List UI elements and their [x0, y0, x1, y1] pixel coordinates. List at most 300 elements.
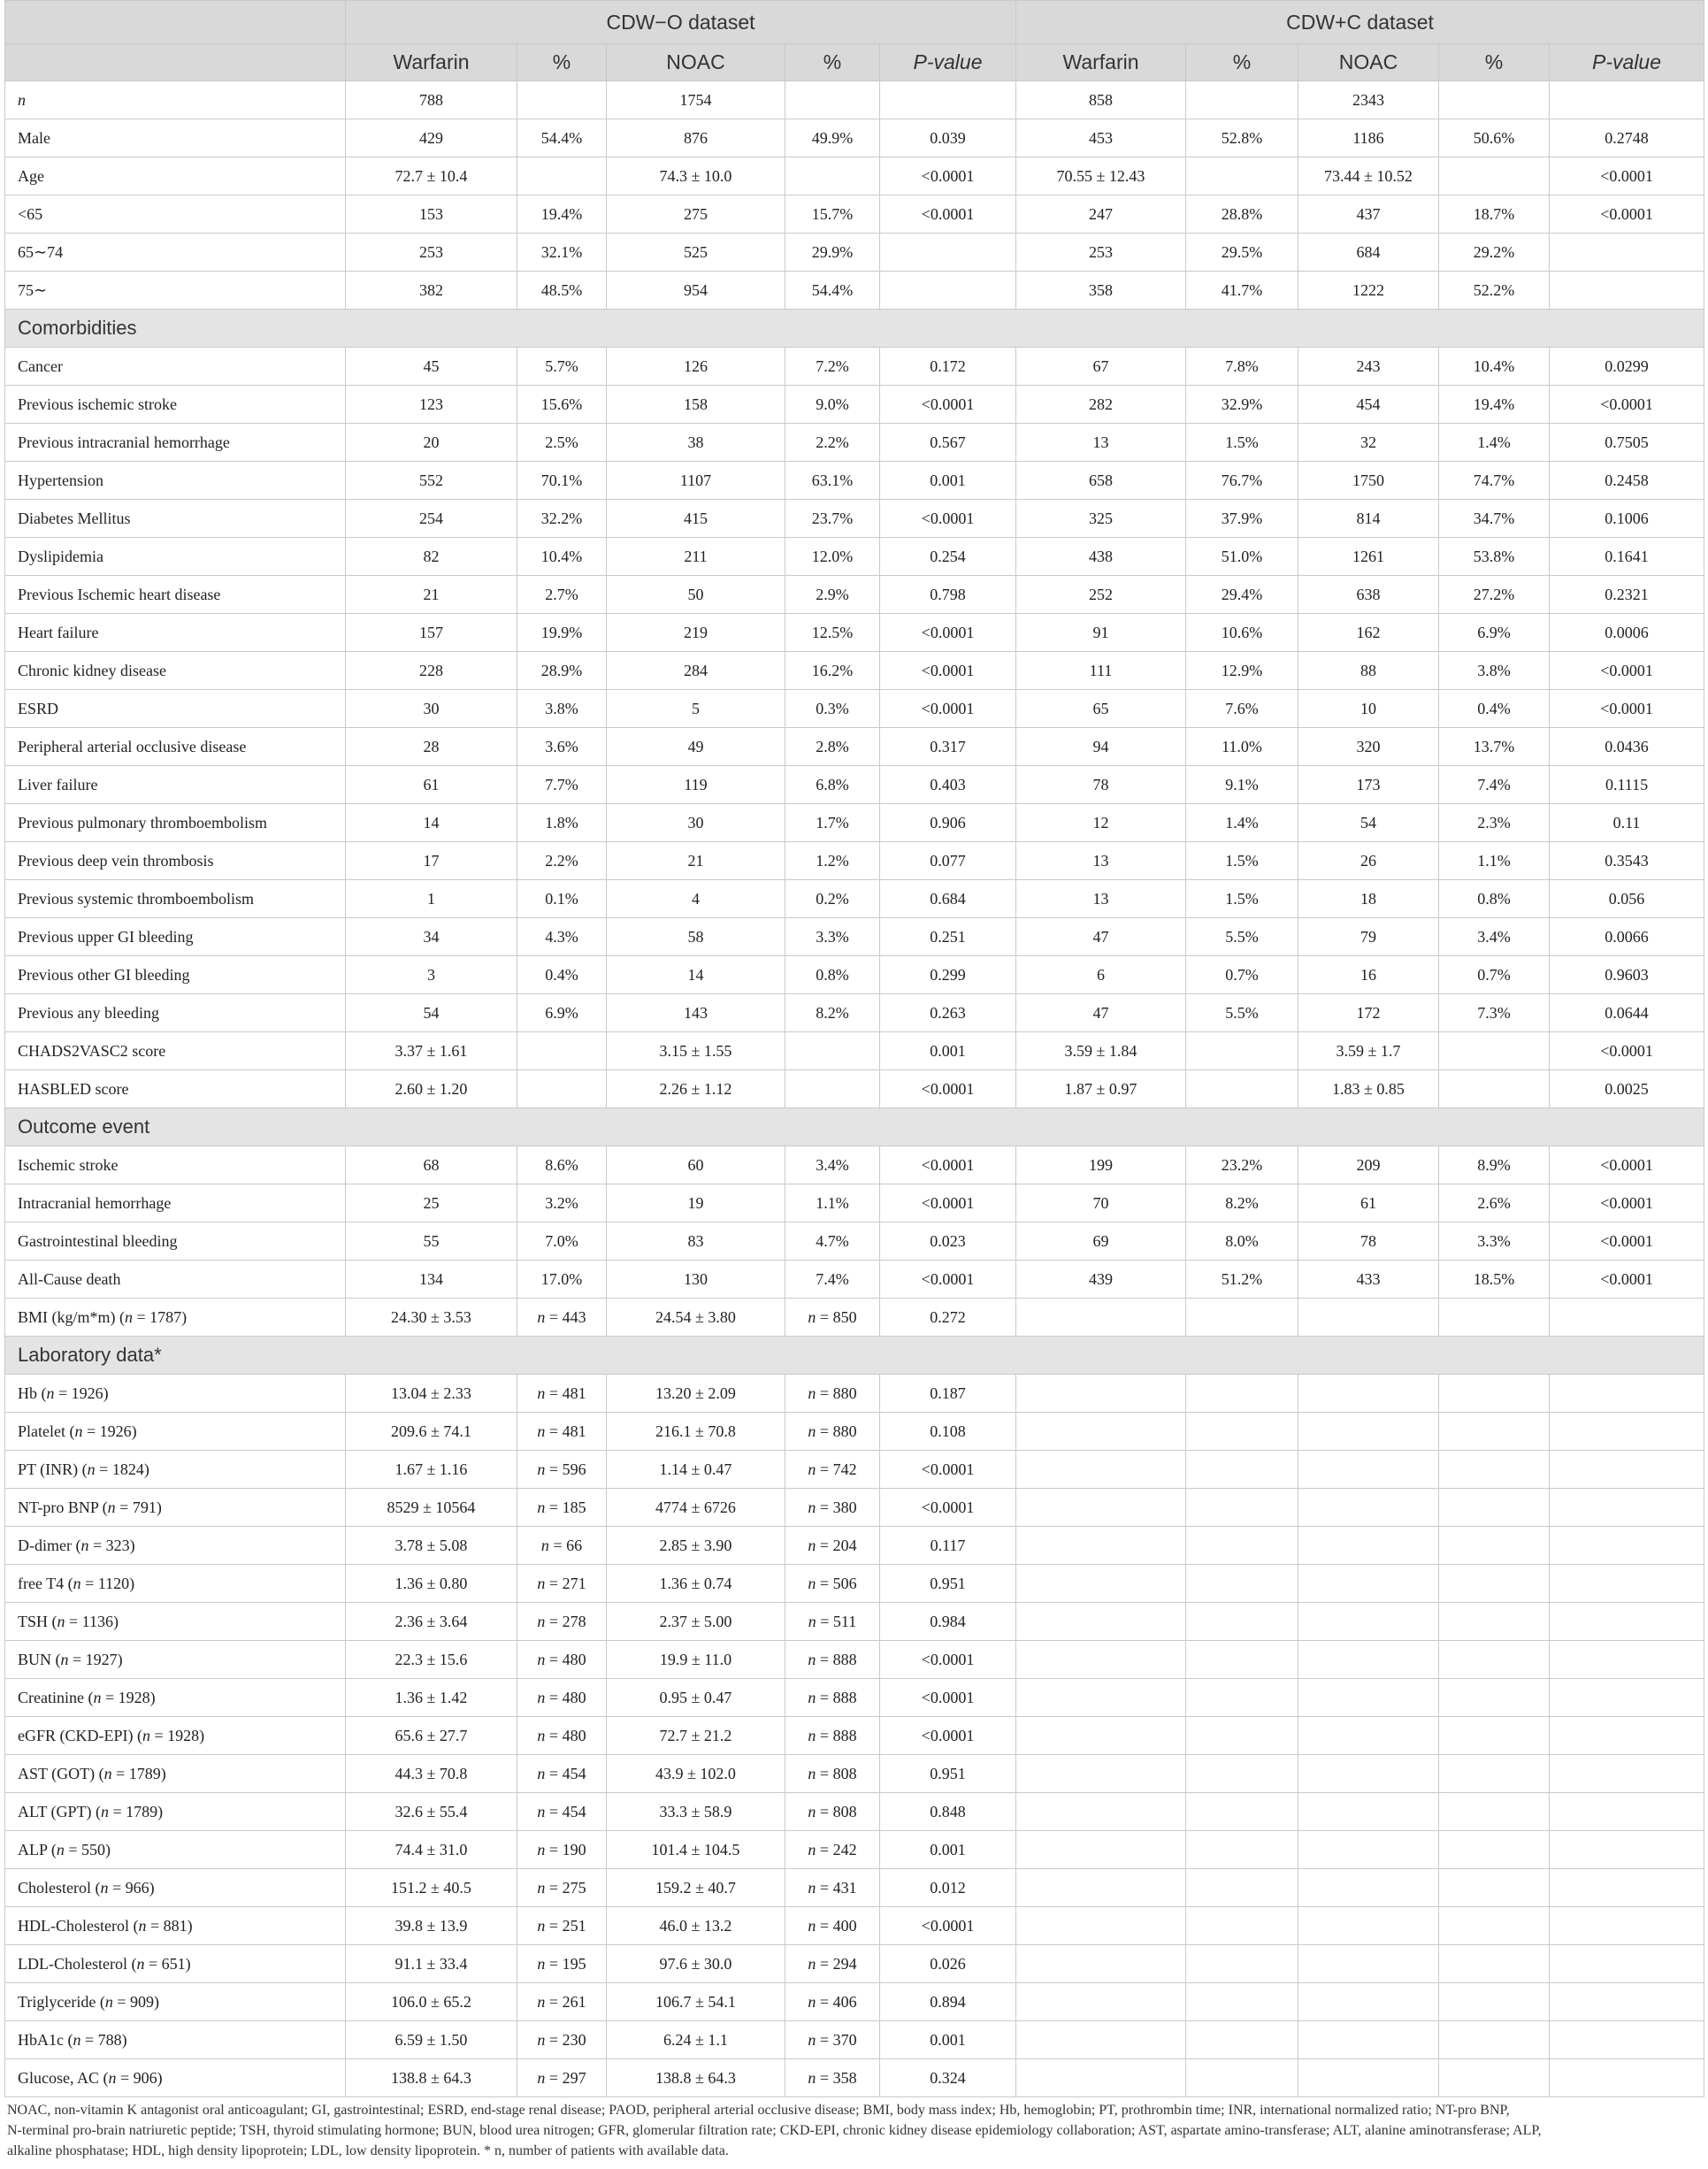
table-row — [5, 652, 1704, 690]
table-cell: 0.4% — [1439, 690, 1550, 728]
table-cell: 65.6 ± 27.7 — [346, 1717, 517, 1755]
table-cell: 382 — [346, 272, 517, 310]
table-cell: 10.4% — [1439, 348, 1550, 386]
table-cell: 14 — [346, 804, 517, 842]
table-row — [5, 538, 1704, 576]
table-cell: <0.0001 — [1550, 652, 1704, 690]
table-cell: 18.7% — [1439, 195, 1550, 234]
table-cell: 50 — [607, 576, 785, 614]
table-cell — [1550, 1945, 1704, 1983]
table-cell — [1550, 1565, 1704, 1603]
table-cell: 38 — [607, 424, 785, 462]
column-header: P-value — [880, 44, 1016, 81]
table-cell: 2.37 ± 5.00 — [607, 1603, 785, 1641]
row-label: All-Cause death — [5, 1261, 346, 1299]
table-cell: 68 — [346, 1146, 517, 1184]
table-cell — [1186, 81, 1298, 119]
table-cell: 7.4% — [785, 1261, 880, 1299]
table-cell: n = 190 — [517, 1831, 607, 1869]
table-cell: 49.9% — [785, 119, 880, 157]
table-cell — [1016, 1489, 1186, 1527]
table-cell: <0.0001 — [1550, 195, 1704, 234]
table-cell: 37.9% — [1186, 500, 1298, 538]
table-cell: 1.67 ± 1.16 — [346, 1451, 517, 1489]
row-label: Age — [5, 157, 346, 195]
table-cell: n = 406 — [785, 1983, 880, 2021]
table-cell: 61 — [346, 766, 517, 804]
table-cell: 5.7% — [517, 348, 607, 386]
table-cell: 1 — [346, 880, 517, 918]
table-cell — [1439, 1983, 1550, 2021]
table-cell — [1016, 2021, 1186, 2059]
table-cell: 8529 ± 10564 — [346, 1489, 517, 1527]
table-cell — [1298, 1717, 1439, 1755]
table-cell: 91.1 ± 33.4 — [346, 1945, 517, 1983]
table-cell: 73.44 ± 10.52 — [1298, 157, 1439, 195]
table-cell: 78 — [1016, 766, 1186, 804]
table-cell: 19.4% — [517, 195, 607, 234]
table-cell — [1016, 1527, 1186, 1565]
table-cell: 788 — [346, 81, 517, 119]
table-cell — [1298, 1489, 1439, 1527]
table-cell: 0.001 — [880, 2021, 1016, 2059]
table-cell: n = 454 — [517, 1793, 607, 1831]
table-cell — [1550, 81, 1704, 119]
table-cell: n = 251 — [517, 1907, 607, 1945]
table-cell: 1.7% — [785, 804, 880, 842]
table-cell: 5.5% — [1186, 994, 1298, 1032]
table-cell: 48.5% — [517, 272, 607, 310]
row-label: Cancer — [5, 348, 346, 386]
table-cell: 2.7% — [517, 576, 607, 614]
table-cell: 8.2% — [1186, 1184, 1298, 1222]
table-cell: 101.4 ± 104.5 — [607, 1831, 785, 1869]
table-cell: 134 — [346, 1261, 517, 1299]
row-label: Previous intracranial hemorrhage — [5, 424, 346, 462]
table-cell: n = 888 — [785, 1641, 880, 1679]
table-cell — [1550, 1869, 1704, 1907]
table-cell — [1550, 1907, 1704, 1945]
table-cell: 16.2% — [785, 652, 880, 690]
table-row — [5, 1983, 1704, 2021]
table-cell: 2.60 ± 1.20 — [346, 1070, 517, 1108]
table-cell: 3.3% — [785, 918, 880, 956]
table-cell: 0.254 — [880, 538, 1016, 576]
table-cell: 14 — [607, 956, 785, 994]
table-cell: 0.001 — [880, 462, 1016, 500]
table-cell — [1016, 1451, 1186, 1489]
table-cell: 216.1 ± 70.8 — [607, 1413, 785, 1451]
table-cell — [1439, 2059, 1550, 2097]
table-cell: n = 480 — [517, 1641, 607, 1679]
table-cell: 111 — [1016, 652, 1186, 690]
table-cell: 1.4% — [1439, 424, 1550, 462]
table-cell: 54.4% — [785, 272, 880, 310]
table-cell: 159.2 ± 40.7 — [607, 1869, 785, 1907]
table-cell: 13.04 ± 2.33 — [346, 1375, 517, 1413]
table-cell — [1550, 1451, 1704, 1489]
table-cell — [880, 81, 1016, 119]
table-cell: 7.7% — [517, 766, 607, 804]
table-cell — [1298, 1983, 1439, 2021]
table-cell: n = 880 — [785, 1375, 880, 1413]
table-cell: 0.077 — [880, 842, 1016, 880]
table-row — [5, 1451, 1704, 1489]
table-cell: 15.6% — [517, 386, 607, 424]
table-cell: 6.9% — [1439, 614, 1550, 652]
row-label: 75∼ — [5, 272, 346, 310]
table-cell: <0.0001 — [880, 1641, 1016, 1679]
table-cell — [1298, 1451, 1439, 1489]
table-cell: 0.1115 — [1550, 766, 1704, 804]
table-cell — [517, 157, 607, 195]
table-cell: 0.263 — [880, 994, 1016, 1032]
section-title: Laboratory data* — [5, 1337, 1704, 1375]
table-cell: 16 — [1298, 956, 1439, 994]
table-cell: n = 370 — [785, 2021, 880, 2059]
table-cell: n = 888 — [785, 1679, 880, 1717]
table-cell: 284 — [607, 652, 785, 690]
table-cell: 2343 — [1298, 81, 1439, 119]
row-label: Diabetes Mellitus — [5, 500, 346, 538]
table-cell — [1298, 1869, 1439, 1907]
table-cell: 69 — [1016, 1222, 1186, 1261]
table-cell: 54.4% — [517, 119, 607, 157]
table-cell: 638 — [1298, 576, 1439, 614]
table-cell: <0.0001 — [1550, 1146, 1704, 1184]
table-cell: 88 — [1298, 652, 1439, 690]
table-cell: 1.36 ± 0.80 — [346, 1565, 517, 1603]
table-row — [5, 576, 1704, 614]
table-cell: 0.7% — [1439, 956, 1550, 994]
table-row — [5, 1375, 1704, 1413]
table-cell: 1.1% — [1439, 842, 1550, 880]
table-cell: <0.0001 — [880, 1146, 1016, 1184]
table-cell: 7.4% — [1439, 766, 1550, 804]
row-label: CHADS2VASC2 score — [5, 1032, 346, 1070]
table-row — [5, 1565, 1704, 1603]
table-cell — [1439, 81, 1550, 119]
table-cell: 74.7% — [1439, 462, 1550, 500]
table-row — [5, 1869, 1704, 1907]
table-cell — [1016, 1793, 1186, 1831]
table-cell: n = 480 — [517, 1717, 607, 1755]
table-cell — [1439, 1641, 1550, 1679]
table-cell — [880, 234, 1016, 272]
row-label: Previous ischemic stroke — [5, 386, 346, 424]
table-cell — [1016, 1679, 1186, 1717]
table-cell: 7.3% — [1439, 994, 1550, 1032]
table-cell — [1016, 1831, 1186, 1869]
row-label: Cholesterol (n = 966) — [5, 1869, 346, 1907]
table-cell: 10.6% — [1186, 614, 1298, 652]
table-cell: 0.1006 — [1550, 500, 1704, 538]
table-cell — [1439, 1907, 1550, 1945]
table-cell: 24.30 ± 3.53 — [346, 1299, 517, 1337]
table-cell — [1439, 1299, 1550, 1337]
table-cell — [1439, 1527, 1550, 1565]
table-cell — [785, 81, 880, 119]
row-label: ESRD — [5, 690, 346, 728]
table-cell: 138.8 ± 64.3 — [607, 2059, 785, 2097]
table-cell: 219 — [607, 614, 785, 652]
row-label: BMI (kg/m*m) (n = 1787) — [5, 1299, 346, 1337]
table-cell: 0.848 — [880, 1793, 1016, 1831]
table-cell: 6 — [1016, 956, 1186, 994]
row-label: HASBLED score — [5, 1070, 346, 1108]
table-cell — [1439, 1945, 1550, 1983]
table-cell: 684 — [1298, 234, 1439, 272]
row-label: ALT (GPT) (n = 1789) — [5, 1793, 346, 1831]
table-cell: 52.2% — [1439, 272, 1550, 310]
group-header-cdw-c: CDW+C dataset — [1016, 1, 1704, 44]
table-row — [5, 1831, 1704, 1869]
table-cell: 0.8% — [1439, 880, 1550, 918]
table-cell: 19.4% — [1439, 386, 1550, 424]
table-cell: 60 — [607, 1146, 785, 1184]
table-cell: 8.9% — [1439, 1146, 1550, 1184]
table-cell: 3.8% — [1439, 652, 1550, 690]
table-cell: 1.5% — [1186, 424, 1298, 462]
table-cell — [1439, 1489, 1550, 1527]
footnote-line: alkaline phosphatase; HDL, high density lipoprotein; LDL, low density lipoprotein. * n, number of patients with available data. — [7, 2143, 729, 2158]
row-label: 65∼74 — [5, 234, 346, 272]
table-cell: 52.8% — [1186, 119, 1298, 157]
table-row — [5, 119, 1704, 157]
table-cell: n = 195 — [517, 1945, 607, 1983]
table-cell — [517, 1070, 607, 1108]
table-cell: 253 — [346, 234, 517, 272]
table-cell: 0.117 — [880, 1527, 1016, 1565]
table-cell — [1016, 1945, 1186, 1983]
table-cell: 11.0% — [1186, 728, 1298, 766]
table-cell — [1016, 2059, 1186, 2097]
table-cell: 1.83 ± 0.85 — [1298, 1070, 1439, 1108]
row-label: ALP (n = 550) — [5, 1831, 346, 1869]
table-cell: n = 443 — [517, 1299, 607, 1337]
table-cell: <0.0001 — [880, 1070, 1016, 1108]
table-cell: 63.1% — [785, 462, 880, 500]
table-cell: 26 — [1298, 842, 1439, 880]
table-cell: 2.85 ± 3.90 — [607, 1527, 785, 1565]
table-cell — [1439, 1070, 1550, 1108]
table-cell: 30 — [607, 804, 785, 842]
table-cell: 12 — [1016, 804, 1186, 842]
table-cell: 106.0 ± 65.2 — [346, 1983, 517, 2021]
table-cell: 2.2% — [785, 424, 880, 462]
row-label: Chronic kidney disease — [5, 652, 346, 690]
table-cell: 23.7% — [785, 500, 880, 538]
table-row — [5, 1032, 1704, 1070]
table-cell: n = 275 — [517, 1869, 607, 1907]
table-cell: 437 — [1298, 195, 1439, 234]
table-cell: 13 — [1016, 842, 1186, 880]
row-label: NT-pro BNP (n = 791) — [5, 1489, 346, 1527]
table-cell: 453 — [1016, 119, 1186, 157]
table-cell — [1439, 1413, 1550, 1451]
table-cell: 429 — [346, 119, 517, 157]
table-cell: <0.0001 — [880, 1489, 1016, 1527]
table-cell: n = 185 — [517, 1489, 607, 1527]
table-cell: 0.251 — [880, 918, 1016, 956]
table-cell: n = 481 — [517, 1375, 607, 1413]
table-cell: n = 297 — [517, 2059, 607, 2097]
table-cell: 50.6% — [1439, 119, 1550, 157]
table-cell — [1186, 1945, 1298, 1983]
table-cell — [1016, 1755, 1186, 1793]
row-label: Previous any bleeding — [5, 994, 346, 1032]
table-cell: 12.0% — [785, 538, 880, 576]
table-cell: 0.7505 — [1550, 424, 1704, 462]
row-label: Triglyceride (n = 909) — [5, 1983, 346, 2021]
table-cell: 74.3 ± 10.0 — [607, 157, 785, 195]
table-row — [5, 386, 1704, 424]
table-cell: 3.4% — [1439, 918, 1550, 956]
table-cell — [1298, 1755, 1439, 1793]
table-cell: 61 — [1298, 1184, 1439, 1222]
table-cell — [1016, 1299, 1186, 1337]
table-cell: 0.4% — [517, 956, 607, 994]
table-cell: n = 66 — [517, 1527, 607, 1565]
table-cell: 9.1% — [1186, 766, 1298, 804]
table-cell: 3.59 ± 1.84 — [1016, 1032, 1186, 1070]
table-cell: 12.9% — [1186, 652, 1298, 690]
table-cell — [1186, 1641, 1298, 1679]
table-cell: 0.001 — [880, 1032, 1016, 1070]
table-cell — [1298, 1907, 1439, 1945]
row-label: Intracranial hemorrhage — [5, 1184, 346, 1222]
table-cell: 126 — [607, 348, 785, 386]
table-cell: 2.2% — [517, 842, 607, 880]
table-cell: 876 — [607, 119, 785, 157]
table-cell: <0.0001 — [880, 386, 1016, 424]
table-cell: 3.37 ± 1.61 — [346, 1032, 517, 1070]
table-cell — [1550, 2021, 1704, 2059]
column-header: NOAC — [1298, 44, 1439, 81]
table-cell: 21 — [346, 576, 517, 614]
table-cell: 325 — [1016, 500, 1186, 538]
table-cell — [1186, 1907, 1298, 1945]
table-cell: 1750 — [1298, 462, 1439, 500]
table-cell: 252 — [1016, 576, 1186, 614]
baseline-characteristics-table — [4, 0, 1704, 2097]
table-cell: 0.056 — [1550, 880, 1704, 918]
table-row — [5, 2059, 1704, 2097]
table-cell: 0.567 — [880, 424, 1016, 462]
table-cell: 65 — [1016, 690, 1186, 728]
table-cell — [1298, 1679, 1439, 1717]
table-cell: 13.7% — [1439, 728, 1550, 766]
table-cell: 0.1641 — [1550, 538, 1704, 576]
row-label: HDL-Cholesterol (n = 881) — [5, 1907, 346, 1945]
table-cell: 209 — [1298, 1146, 1439, 1184]
table-cell: 3.2% — [517, 1184, 607, 1222]
table-cell: 67 — [1016, 348, 1186, 386]
table-cell: 0.0644 — [1550, 994, 1704, 1032]
table-cell — [785, 1070, 880, 1108]
table-row — [5, 614, 1704, 652]
table-cell: n = 261 — [517, 1983, 607, 2021]
table-cell — [1298, 2059, 1439, 2097]
table-cell: 34.7% — [1439, 500, 1550, 538]
row-label: PT (INR) (n = 1824) — [5, 1451, 346, 1489]
table-cell — [1016, 1375, 1186, 1413]
table-cell: 0.3% — [785, 690, 880, 728]
table-cell — [1298, 1375, 1439, 1413]
table-cell: 2.26 ± 1.12 — [607, 1070, 785, 1108]
table-cell: 18.5% — [1439, 1261, 1550, 1299]
table-cell: 1.5% — [1186, 880, 1298, 918]
table-cell: 74.4 ± 31.0 — [346, 1831, 517, 1869]
table-cell — [1186, 1565, 1298, 1603]
table-cell: 8.0% — [1186, 1222, 1298, 1261]
table-cell: 17.0% — [517, 1261, 607, 1299]
table-cell: 32 — [1298, 424, 1439, 462]
table-row — [5, 1679, 1704, 1717]
table-cell: 275 — [607, 195, 785, 234]
table-cell — [1298, 1413, 1439, 1451]
table-cell: 7.8% — [1186, 348, 1298, 386]
table-cell: 4774 ± 6726 — [607, 1489, 785, 1527]
table-cell — [1439, 1679, 1550, 1717]
table-cell: 19 — [607, 1184, 785, 1222]
table-cell: <0.0001 — [880, 1184, 1016, 1222]
table-cell: n = 742 — [785, 1451, 880, 1489]
table-cell: 1.5% — [1186, 842, 1298, 880]
table-cell: <0.0001 — [1550, 157, 1704, 195]
table-row — [5, 462, 1704, 500]
table-cell: 162 — [1298, 614, 1439, 652]
table-cell: 0.039 — [880, 119, 1016, 157]
row-label: Heart failure — [5, 614, 346, 652]
table-cell: 0.0066 — [1550, 918, 1704, 956]
column-header: % — [1439, 44, 1550, 81]
table-cell: 41.7% — [1186, 272, 1298, 310]
table-cell: 1.36 ± 1.42 — [346, 1679, 517, 1717]
table-cell: 72.7 ± 10.4 — [346, 157, 517, 195]
table-row — [5, 1641, 1704, 1679]
table-cell: 4.7% — [785, 1222, 880, 1261]
table-cell: 0.299 — [880, 956, 1016, 994]
table-cell: 23.2% — [1186, 1146, 1298, 1184]
table-cell: 0.951 — [880, 1755, 1016, 1793]
table-cell: 29.2% — [1439, 234, 1550, 272]
row-label: TSH (n = 1136) — [5, 1603, 346, 1641]
table-cell: 54 — [1298, 804, 1439, 842]
table-cell: 18 — [1298, 880, 1439, 918]
table-cell — [1439, 2021, 1550, 2059]
table-cell: 12.5% — [785, 614, 880, 652]
table-cell: 28.8% — [1186, 195, 1298, 234]
table-cell: n = 242 — [785, 1831, 880, 1869]
table-cell: 2.3% — [1439, 804, 1550, 842]
table-cell: 13 — [1016, 424, 1186, 462]
table-cell: 29.4% — [1186, 576, 1298, 614]
table-cell: 1754 — [607, 81, 785, 119]
table-cell: 0.324 — [880, 2059, 1016, 2097]
table-cell: 6.24 ± 1.1 — [607, 2021, 785, 2059]
table-row — [5, 1603, 1704, 1641]
table-row — [5, 1299, 1704, 1337]
table-cell: 1.87 ± 0.97 — [1016, 1070, 1186, 1108]
table-cell — [1439, 1375, 1550, 1413]
table-cell: n = 596 — [517, 1451, 607, 1489]
table-cell: n = 431 — [785, 1869, 880, 1907]
table-cell — [1186, 1413, 1298, 1451]
table-cell: n = 506 — [785, 1565, 880, 1603]
section-row — [5, 1108, 1704, 1146]
table-cell: 2.6% — [1439, 1184, 1550, 1222]
